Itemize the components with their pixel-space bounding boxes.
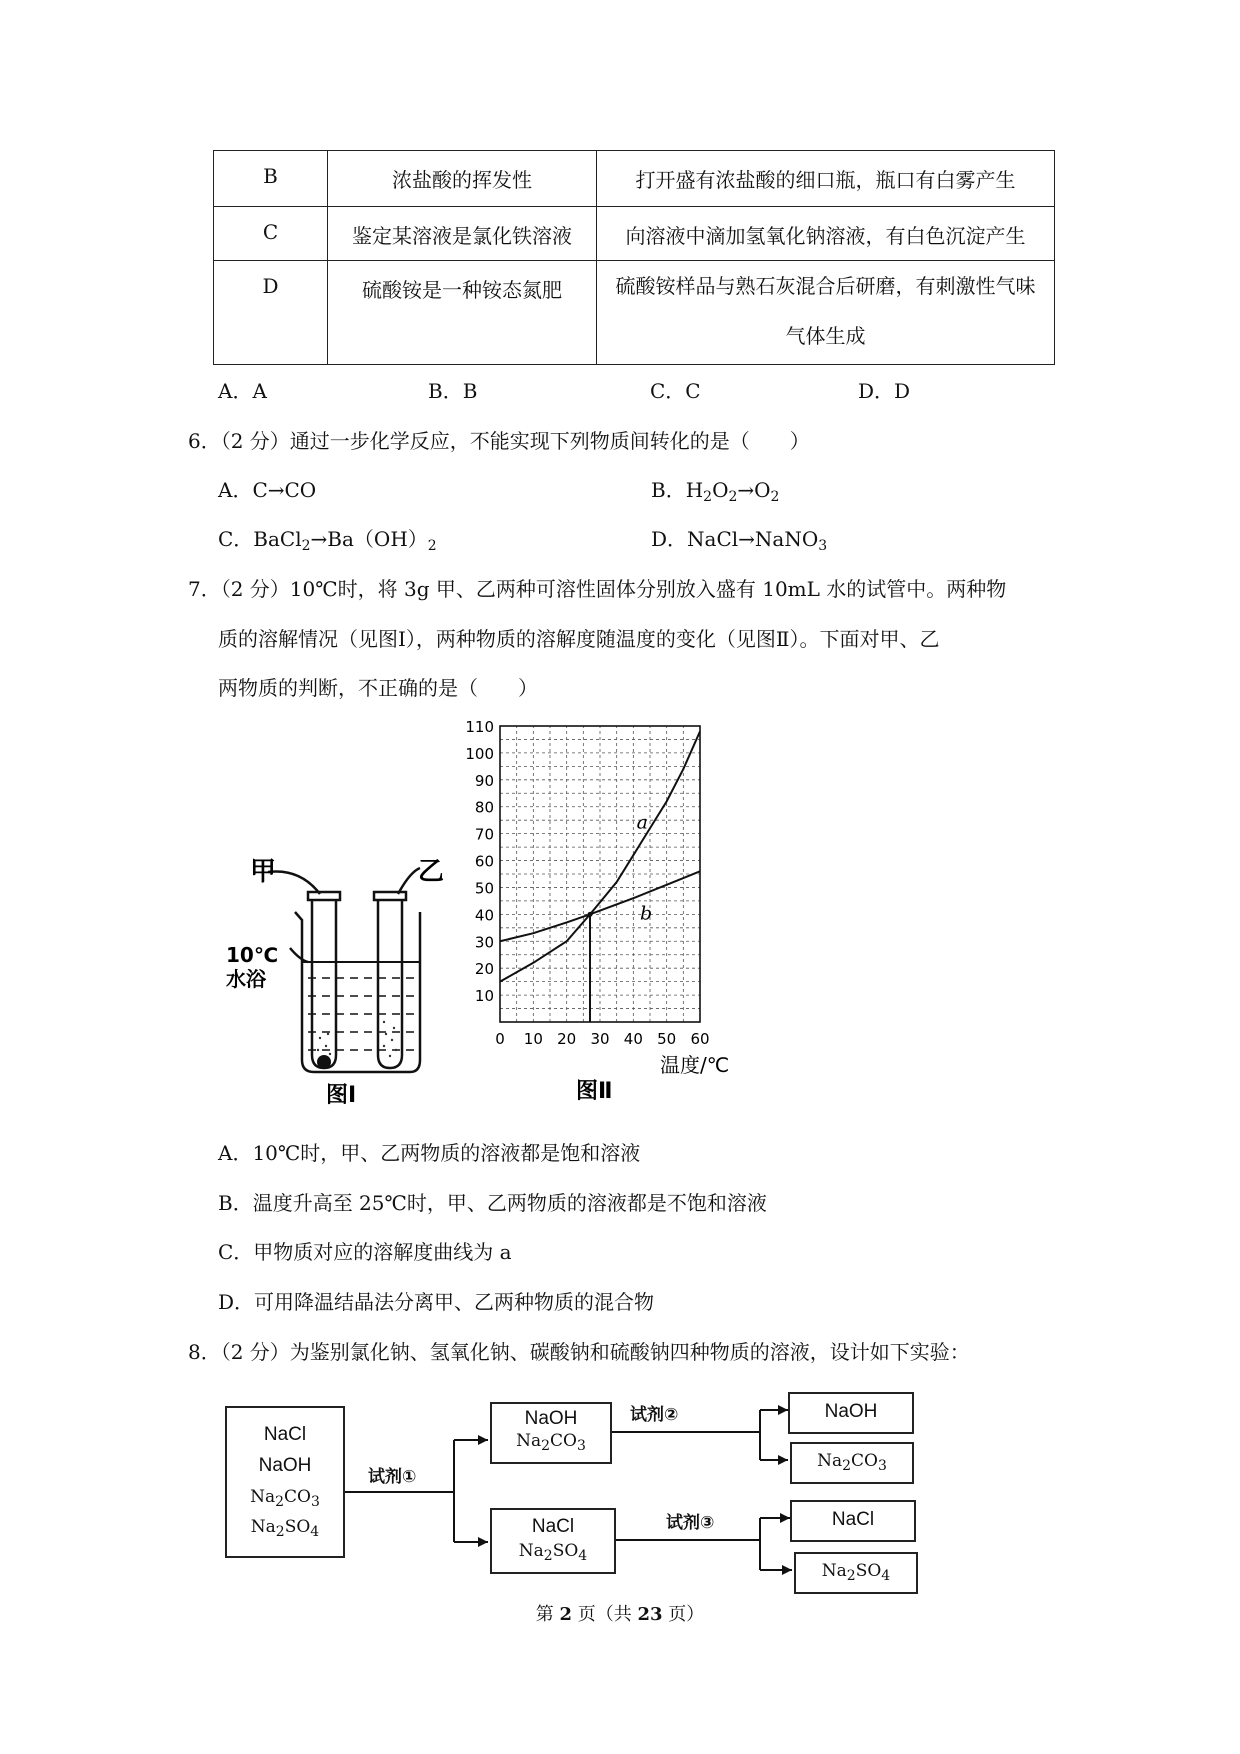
row-purpose: 鉴定某溶液是氯化铁溶液 <box>352 224 572 248</box>
y-tick-label: 20 <box>474 960 494 979</box>
bottom-mid-nacl: NaCl <box>531 1516 575 1537</box>
reagent-1: 试剂① <box>368 1467 417 1487</box>
series-label-a: a <box>636 811 648 834</box>
row-purpose: 硫酸铵是一种铵态氮肥 <box>362 278 562 302</box>
y-tick-label: 60 <box>474 852 494 871</box>
y-tick-labels <box>465 718 494 1005</box>
y-tick-label: 70 <box>474 825 494 844</box>
q8-stem: 8．（2 分）为鉴别氯化钠、氢氧化钠、碳酸钠和硫酸钠四种物质的溶液，设计如下实验： <box>188 1340 970 1364</box>
label-bath-temp: 10℃ <box>226 943 279 967</box>
q6-option-d: D．NaCl→NaNO$_3$ <box>651 527 828 554</box>
row-method: 打开盛有浓盐酸的细口瓶，瓶口有白雾产生 <box>635 168 1016 192</box>
label-bath: 水浴 <box>226 967 266 991</box>
y-tick-label: 90 <box>474 771 494 790</box>
row-label: C <box>262 220 279 244</box>
row-label: D <box>262 274 279 298</box>
figure-1-beaker <box>220 850 450 1110</box>
reagent-2: 试剂② <box>630 1405 679 1425</box>
reagent-3: 试剂③ <box>666 1513 715 1533</box>
label-jia: 甲 <box>250 857 277 887</box>
row-method: 向溶液中滴加氢氧化钠溶液，有白色沉淀产生 <box>625 224 1026 248</box>
footer-page: 2 <box>559 1604 572 1625</box>
series-label-b: b <box>640 902 653 925</box>
start-na2so4: $Na_2SO_4$ <box>250 1517 320 1540</box>
q7-stem-line1: 7．（2 分）10℃时，将 3g 甲、乙两种可溶性固体分别放入盛有 10mL 水的试管中。两种物 <box>188 577 1007 601</box>
top-mid-na2co3: $Na_2CO_3$ <box>516 1431 586 1454</box>
q5-option-b: B．B <box>428 379 478 403</box>
q5-option-d: D．D <box>858 379 911 403</box>
top-mid-naoh: NaOH <box>524 1408 578 1429</box>
y-tick-label: 10 <box>474 987 494 1006</box>
page-footer: 第 2 页（共 23 页） <box>535 1604 705 1625</box>
q6-stem: 6．（2 分）通过一步化学反应，不能实现下列物质间转化的是（ ） <box>188 429 810 453</box>
result-nacl: NaCl <box>831 1509 875 1530</box>
x-axis-label: 温度/℃ <box>660 1053 730 1077</box>
row-method-line2: 气体生成 <box>785 324 866 348</box>
q7-option-b: B．温度升高至 25℃时，甲、乙两物质的溶液都是不饱和溶液 <box>218 1191 767 1215</box>
x-tick-label: 40 <box>623 1030 643 1048</box>
q7-option-c: C．甲物质对应的溶解度曲线为 a <box>218 1240 512 1264</box>
label-yi: 乙 <box>418 857 445 887</box>
result-naoh: NaOH <box>824 1401 878 1422</box>
x-tick-label: 30 <box>590 1030 610 1048</box>
result-na2so4: $Na_2SO_4$ <box>821 1561 891 1584</box>
table-row <box>214 261 1055 365</box>
figure-2-solubility-chart <box>458 700 748 1110</box>
y-tick-label: 110 <box>465 718 494 736</box>
x-tick-label: 20 <box>557 1030 577 1048</box>
y-tick-label: 30 <box>474 933 494 952</box>
q5-option-a: A．A <box>218 379 267 403</box>
figure-2-caption: 图Ⅱ <box>576 1079 613 1104</box>
q7-stem-line2: 质的溶解情况（见图Ⅰ），两种物质的溶解度随温度的变化（见图Ⅱ）。下面对甲、乙 <box>218 627 940 651</box>
intersection-point <box>588 912 593 917</box>
y-tick-label: 100 <box>465 744 494 763</box>
x-tick-label: 0 <box>495 1030 505 1048</box>
x-tick-labels <box>495 1030 709 1048</box>
q7-option-d: D．可用降温结晶法分离甲、乙两种物质的混合物 <box>218 1290 655 1314</box>
q6-option-a: A．C→CO <box>218 478 317 502</box>
footer-total: 23 <box>637 1604 663 1625</box>
table-row <box>214 207 1055 261</box>
row-purpose: 浓盐酸的挥发性 <box>392 168 532 192</box>
y-tick-label: 80 <box>474 798 494 817</box>
figure-1-caption: 图Ⅰ <box>326 1083 357 1108</box>
table-row <box>214 151 1055 207</box>
q5-option-c: C．C <box>650 379 701 403</box>
q6-option-b: B．$H_2O_2\to O_2$ <box>651 478 780 505</box>
start-na2co3: $Na_2CO_3$ <box>250 1487 320 1510</box>
x-tick-label: 50 <box>657 1030 677 1048</box>
experiment-table <box>213 150 1055 365</box>
result-na2co3: $Na_2CO_3$ <box>817 1451 887 1474</box>
start-nacl: NaCl <box>263 1424 307 1445</box>
chart-grid <box>500 726 700 1022</box>
q6-option-c: C．$BaCl_2\to Ba(OH)_2$ <box>218 527 437 554</box>
row-label: B <box>263 164 278 188</box>
q7-option-a: A．10℃时，甲、乙两物质的溶液都是饱和溶液 <box>218 1141 641 1165</box>
start-naoh: NaOH <box>258 1455 312 1476</box>
x-tick-label: 10 <box>523 1030 543 1048</box>
y-tick-label: 40 <box>474 906 494 925</box>
x-tick-label: 60 <box>690 1030 710 1048</box>
bottom-mid-na2so4: $Na_2SO_4$ <box>518 1541 588 1564</box>
y-tick-label: 50 <box>474 879 494 898</box>
q7-stem-line3: 两物质的判断，不正确的是（ ） <box>218 676 538 700</box>
row-method-line1: 硫酸铵样品与熟石灰混合后研磨，有刺激性气味 <box>615 274 1036 298</box>
